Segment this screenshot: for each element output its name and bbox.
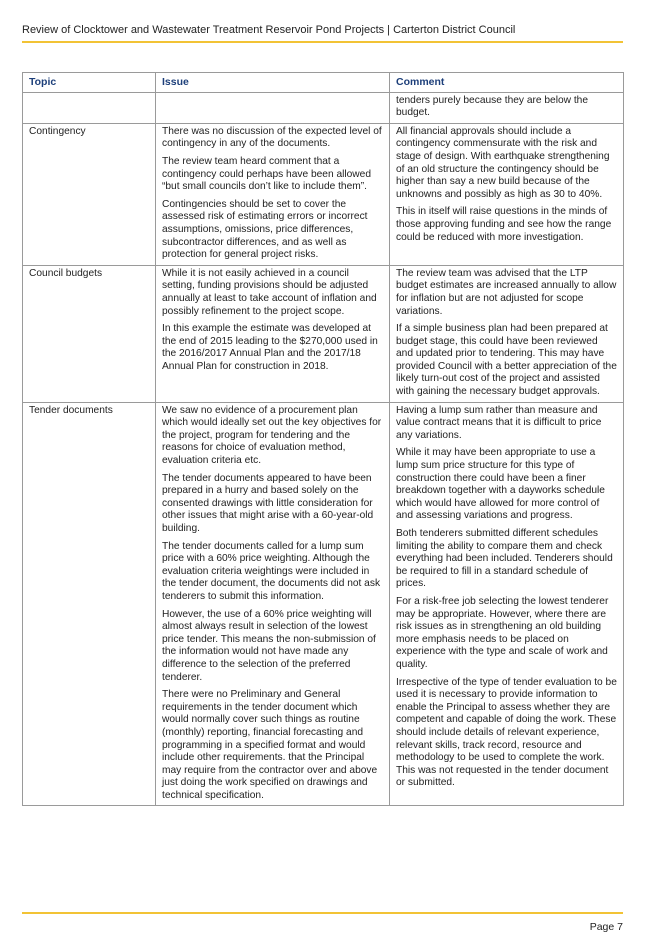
comment-paragraph: tenders purely because they are below the budget. <box>396 94 588 119</box>
issue-cell <box>156 402 390 806</box>
topic-cell: Tender documents <box>23 402 156 806</box>
issue-cell <box>156 123 390 265</box>
table-row <box>23 402 624 806</box>
table-row <box>23 92 624 123</box>
comment-paragraph: This in itself will raise questions in the minds of those approving funding and see how the range could be reduced with more investigation. <box>396 206 612 243</box>
column-header-comment: Comment <box>390 73 624 93</box>
column-header-issue: Issue <box>156 73 390 93</box>
topic-cell: Contingency <box>23 123 156 265</box>
issue-paragraph: In this example the estimate was developed at the end of 2015 leading to the $270,000 used in the 2016/2017 Annual Plan and the 2017/18 Annual Plan for construction in 2018. <box>162 323 378 372</box>
table-row <box>23 265 624 402</box>
page-number: Page 7 <box>589 921 623 933</box>
comment-paragraph: If a simple business plan had been prepared at budget stage, this could have been reviewed and updated prior to tendering. This may have provided Council with a better appreciation of the likely turn-out cost of the project and assisted with gaining the necessary budget approvals. <box>396 323 617 398</box>
issue-paragraph: The tender documents called for a lump sum price with a 60% price weighting. Although the evaluation criteria weightings were included in the tender document, the documents did not ask tenderers to submit this information. <box>162 540 381 602</box>
issue-paragraph: There were no Preliminary and General requirements in the tender document which would normally cover such things as routine (monthly) reporting, financial forecasting and programming in a specified format and would include other requirements. that the Principal may require from the contractor over and above just doing the work specified on drawings and technical specification. <box>162 689 378 801</box>
comment-cell <box>390 92 624 123</box>
issue-cell <box>156 265 390 402</box>
comment-paragraph: Both tenderers submitted different schedules limiting the ability to compare them and check everything had been included. Tenderers should be required to fill in a standard schedule of prices. <box>396 528 613 590</box>
review-table <box>22 72 624 806</box>
issue-cell <box>156 92 390 123</box>
column-header-topic: Topic <box>23 73 156 93</box>
comment-cell <box>390 402 624 806</box>
document-header: Review of Clocktower and Wastewater Treatment Reservoir Pond Projects | Carterton District Council <box>22 24 516 36</box>
footer-rule <box>22 912 623 914</box>
comment-paragraph: All financial approvals should include a contingency commensurate with the risk and stage of design. With earthquake strengthening of an old structure the contingency should be higher than say a new build because of the unknowns and possibly as high as 30 to 40%. <box>396 125 610 200</box>
issue-paragraph: The tender documents appeared to have been prepared in a hurry and based solely on the consented drawings with little consideration for other issues that might arise with a 60-year-old building. <box>162 472 374 534</box>
issue-paragraph: We saw no evidence of a procurement plan which would ideally set out the key objectives for the project, program for tendering and the reasons for choice of evaluation method, evaluation criteria etc. <box>162 404 382 467</box>
issue-paragraph: Contingencies should be set to cover the assessed risk of estimating errors or incorrect assumptions, omissions, price differences, subcontractor differences, and as well as protection for general project risks. <box>162 198 368 261</box>
issue-paragraph: There was no discussion of the expected level of contingency in any of the documents. <box>162 125 382 150</box>
issue-paragraph: However, the use of a 60% price weighting will almost always result in selection of the lowest price tender. This means the non-submission of the information would not have made any difference to the selection of the preferred tenderer. <box>162 608 376 683</box>
comment-paragraph: Having a lump sum rather than measure and value contract means that it is difficult to price any variations. <box>396 404 602 441</box>
comment-paragraph: The review team was advised that the LTP budget estimates are increased annually to allow for inflation but are not adjusted for scope variations. <box>396 267 617 317</box>
header-rule <box>22 41 623 43</box>
comment-cell <box>390 265 624 402</box>
comment-paragraph: Irrespective of the type of tender evaluation to be used it is necessary to provide information to enable the Principal to assess whether they are competent and capable of doing the work. These should include details of relevant experience, relevant skills, track record, resource and methodology to be used to complete the work. This was not requested in the tender document or submitted. <box>396 676 617 789</box>
table-header-row <box>23 73 624 93</box>
issue-paragraph: The review team heard comment that a contingency could perhaps have been allowed “but small councils don’t like to include them”. <box>162 155 371 193</box>
comment-paragraph: For a risk-free job selecting the lowest tenderer may be appropriate. However, where there are risk issues as in strengthening an old building more emphasis needs to be placed on experience with the type and scale of work and quality. <box>396 595 609 670</box>
comment-cell <box>390 123 624 265</box>
topic-cell <box>23 92 156 123</box>
issue-paragraph: While it is not easily achieved in a council setting, funding provisions should be adjusted annually at least to take account of inflation and possibly refinement to the project scope. <box>162 267 377 317</box>
table-row <box>23 123 624 265</box>
topic-cell: Council budgets <box>23 265 156 402</box>
comment-paragraph: While it may have been appropriate to use a lump sum price structure for this type of construction there could have been a finer breakdown together with a dayworks schedule which would have allowed for more control of and assessing variations and progress. <box>396 447 605 522</box>
